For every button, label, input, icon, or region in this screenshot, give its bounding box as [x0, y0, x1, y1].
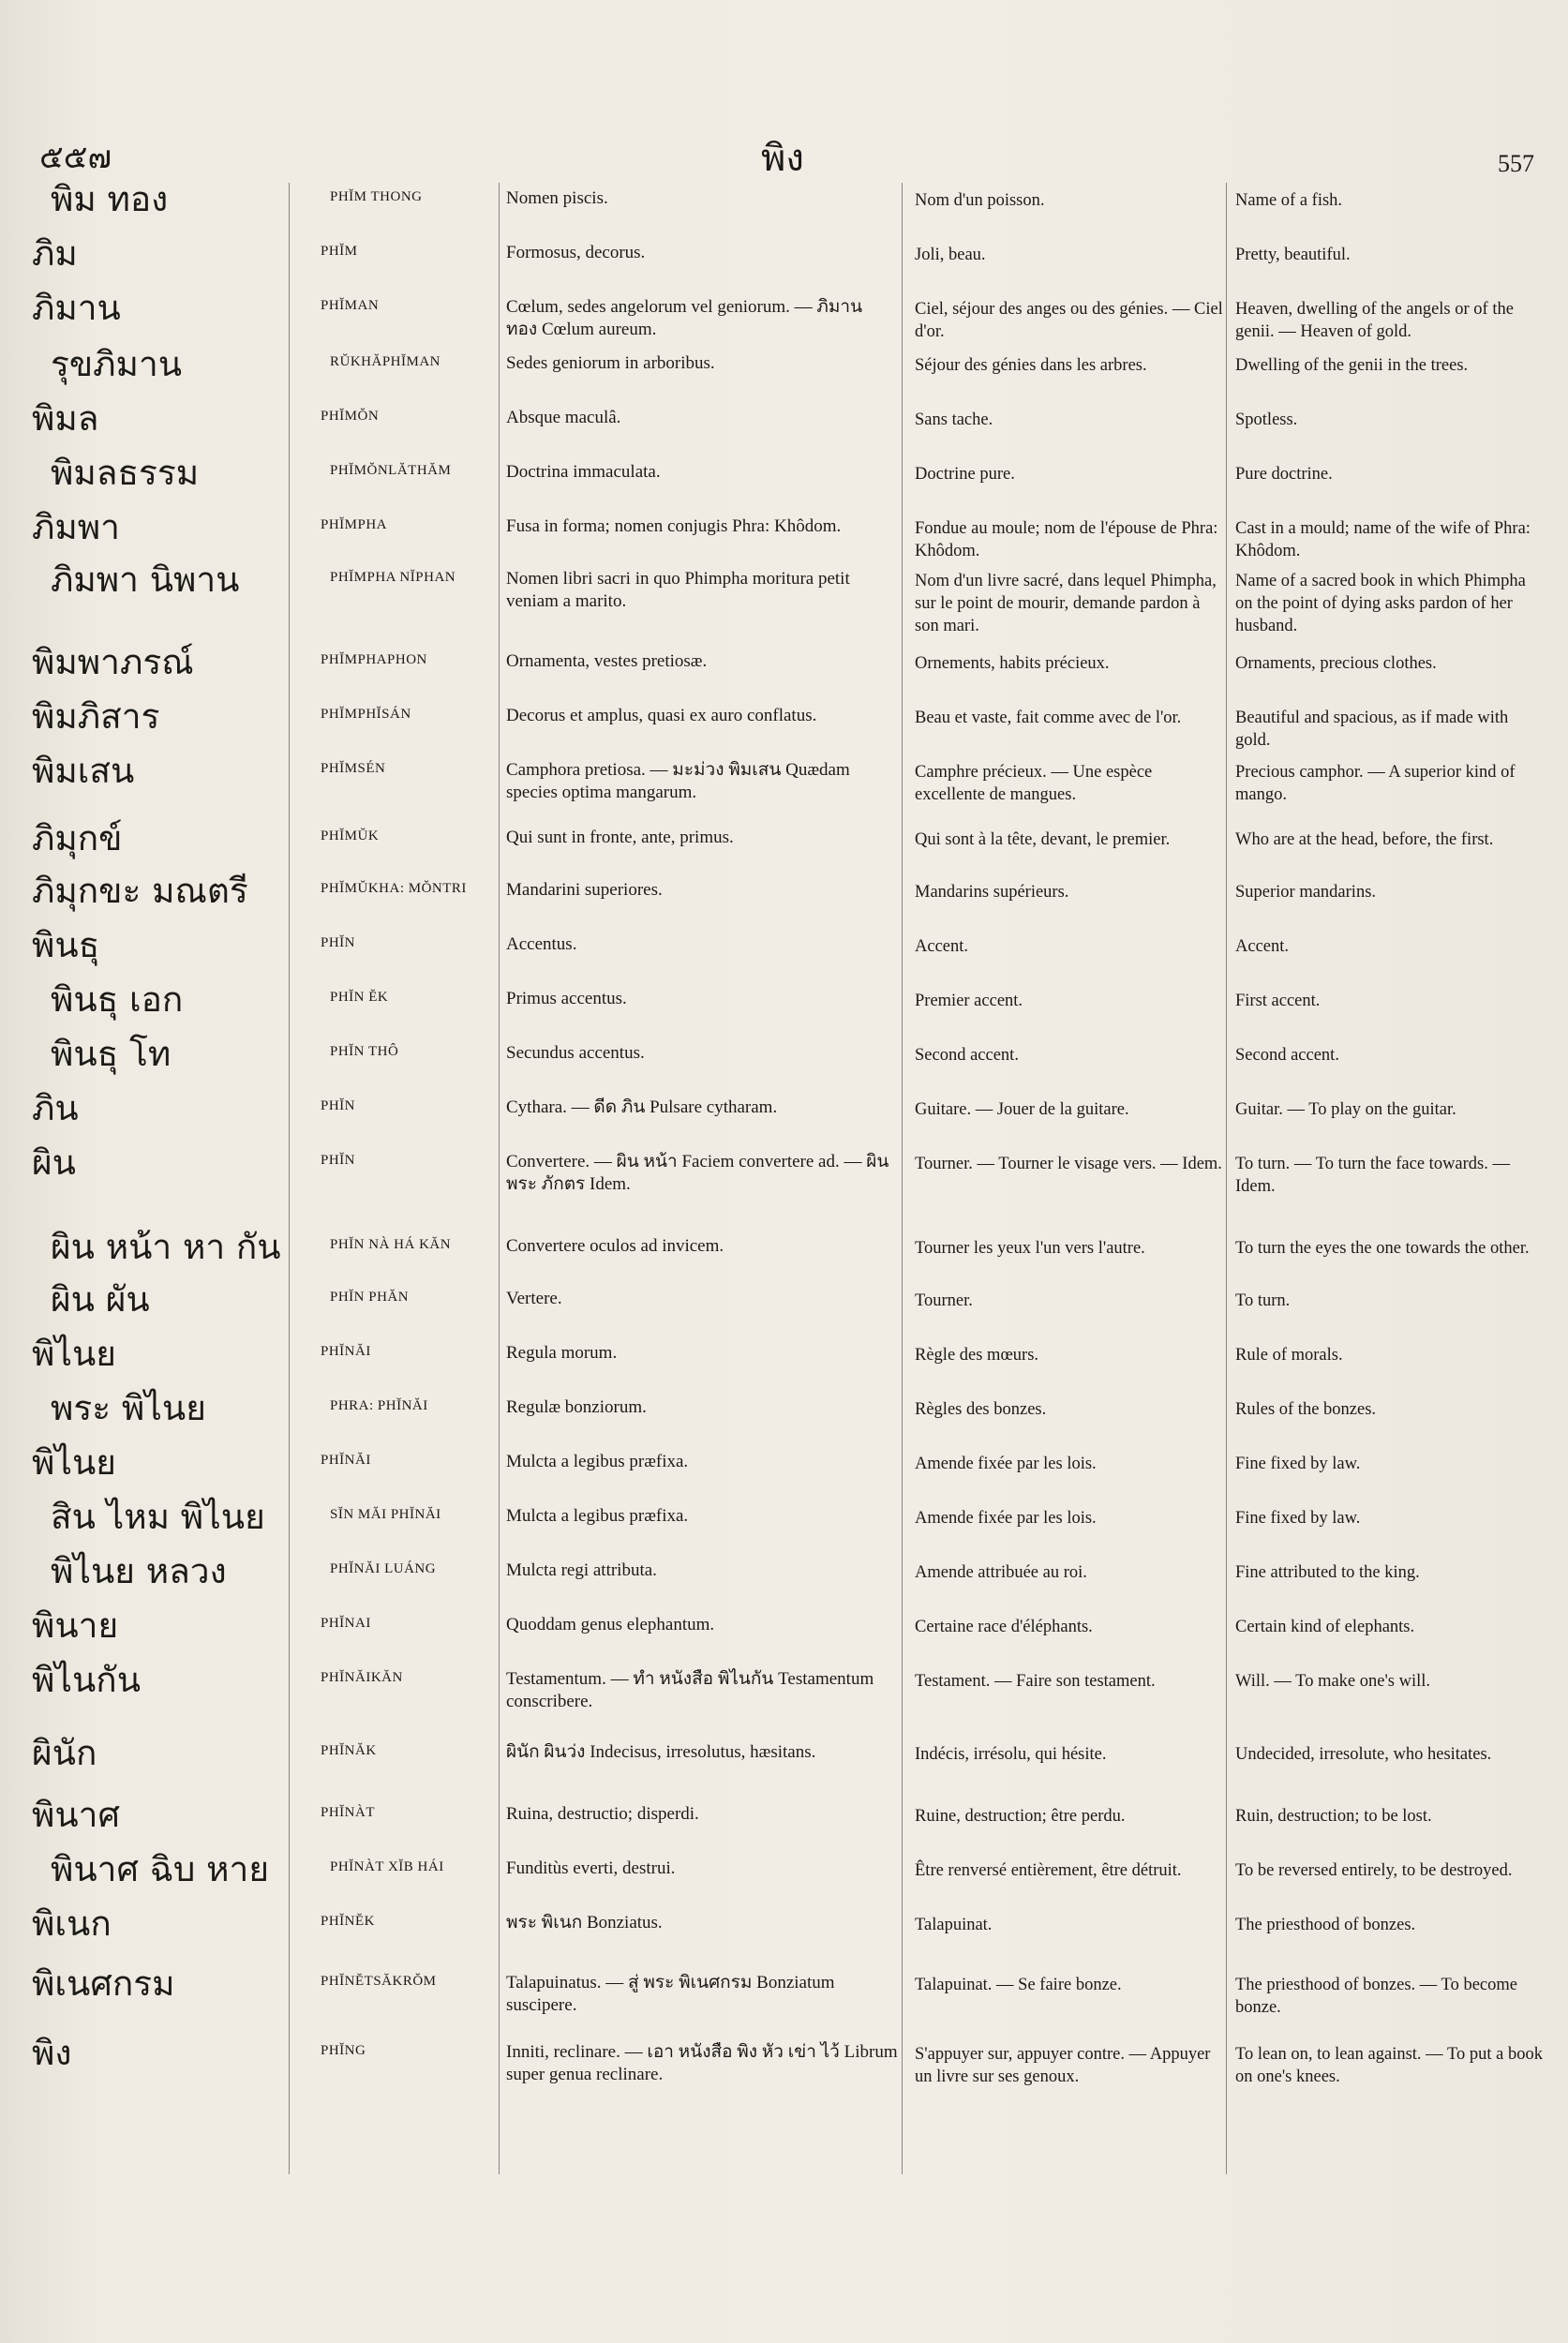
entry-row: [0, 1441, 1568, 1496]
latin-definition: Qui sunt in fronte, ante, primus.: [506, 828, 734, 847]
entry-row: [0, 1033, 1568, 1087]
latin-definition: Decorus et amplus, quasi ex auro conflatus.: [506, 706, 817, 725]
entry-row: [0, 1794, 1568, 1848]
romanization: PHĬNĂI LUÁNG: [330, 1561, 437, 1576]
french-definition: Nom d'un livre sacré, dans lequel Phimpha, sur le point de mourir, demande pardon à son mari.: [915, 572, 1217, 635]
thai-headword: พิเนก: [32, 1903, 112, 1944]
thai-headword: พินาย: [32, 1605, 119, 1646]
entry-row: [0, 1387, 1568, 1441]
english-definition: To turn. — To turn the face towards. — Idem.: [1235, 1155, 1511, 1196]
entry-row: [0, 1848, 1568, 1903]
latin-definition: Testamentum. — ทำ หนังสือ พิไนกัน Testamentum conscribere.: [506, 1669, 874, 1711]
latin-definition: Cœlum, sedes angelorum vel geniorum. — ภิมาน ทอง Cœlum aureum.: [506, 297, 863, 339]
entry-row: [0, 343, 1568, 397]
latin-definition: Vertere.: [506, 1289, 562, 1308]
entry-row: [0, 1278, 1568, 1333]
thai-headword: พินาศ: [32, 1795, 120, 1835]
french-definition: Tourner les yeux l'un vers l'autre.: [915, 1239, 1145, 1258]
latin-definition: Accentus.: [506, 934, 577, 954]
romanization: PHĬN ĔK: [330, 990, 389, 1005]
english-definition: Fine attributed to the king.: [1235, 1563, 1420, 1582]
latin-definition: Convertere. — ผิน หน้า Faciem convertere ad. — ผิน พระ ภักตร Idem.: [506, 1152, 889, 1194]
thai-headword: ภิมาน: [32, 288, 121, 328]
thai-headword: พิไนย: [32, 1442, 116, 1483]
thai-headword: รุขภิมาน: [51, 344, 183, 384]
latin-definition: Inniti, reclinare. — เอา หนังสือ พิง หัว เข่า ไว้ Librum super genua reclinare.: [506, 2042, 898, 2084]
romanization: PHĬMŬKHA: MŎNTRI: [321, 881, 467, 896]
latin-definition: Quoddam genus elephantum.: [506, 1615, 715, 1634]
french-definition: Second accent.: [915, 1046, 1019, 1065]
romanization: PHĬMŎNLĂTHĂM: [330, 463, 452, 478]
english-definition: Pure doctrine.: [1235, 465, 1333, 484]
thai-headword: ภิมุกข์: [32, 818, 123, 858]
latin-definition: Camphora pretiosa. — มะม่วง พิมเสน Quædam species optima mangarum.: [506, 760, 850, 802]
latin-definition: Nomen libri sacri in quo Phimpha moritura petit veniam a marito.: [506, 569, 850, 611]
french-definition: Guitare. — Jouer de la guitare.: [915, 1100, 1129, 1119]
english-definition: Spotless.: [1235, 410, 1298, 429]
thai-headword: ภิน: [32, 1088, 79, 1128]
romanization: PHĬNG: [321, 2043, 366, 2058]
romanization: PHĬM THONG: [330, 189, 423, 204]
thai-headword: สิน ไหม พิไนย: [51, 1497, 265, 1537]
entry-row: [0, 2032, 1568, 2107]
thai-headword: พิไนย หลวง: [51, 1551, 227, 1591]
entry-row: [0, 397, 1568, 452]
entry-row: [0, 452, 1568, 506]
romanization: PHĬMPHAPHON: [321, 652, 427, 667]
english-definition: Ornaments, precious clothes.: [1235, 654, 1437, 673]
english-definition: Rules of the bonzes.: [1235, 1400, 1377, 1419]
english-definition: Fine fixed by law.: [1235, 1509, 1361, 1528]
english-definition: Undecided, irresolute, who hesitates.: [1235, 1745, 1492, 1764]
french-definition: Nom d'un poisson.: [915, 191, 1045, 210]
latin-definition: Talapuinatus. — สู่ พระ พิเนศกรม Bonziatum suscipere.: [506, 1973, 835, 2015]
latin-definition: Ornamenta, vestes pretiosæ.: [506, 651, 708, 671]
english-definition: Rule of morals.: [1235, 1346, 1343, 1365]
english-definition: Precious camphor. — A superior kind of mango.: [1235, 763, 1516, 804]
english-definition: To be reversed entirely, to be destroyed.: [1235, 1861, 1513, 1880]
romanization: PHĬNÀT XĬB HÁI: [330, 1859, 444, 1874]
entry-row: [0, 1962, 1568, 2032]
entry-row: [0, 1087, 1568, 1142]
french-definition: Premier accent.: [915, 992, 1023, 1010]
thai-headword: พินาศ ฉิบ หาย: [51, 1849, 270, 1889]
english-definition: Beautiful and spacious, as if made with gold.: [1235, 709, 1509, 750]
entry-row: [0, 750, 1568, 817]
latin-definition: Mulcta a legibus præfixa.: [506, 1506, 689, 1526]
thai-headword: พิมลธรรม: [51, 453, 200, 493]
romanization: PHĬN: [321, 1098, 356, 1113]
french-definition: Être renversé entièrement, être détruit.: [915, 1861, 1182, 1880]
thai-headword: พิมพาภรณ์: [32, 642, 194, 682]
english-definition: Name of a fish.: [1235, 191, 1343, 210]
entry-row: [0, 817, 1568, 870]
entry-row: [0, 695, 1568, 750]
romanization: SĬN MĂI PHĬNĂI: [330, 1507, 441, 1522]
thai-headword: พินธุ เอก: [51, 979, 184, 1020]
romanization: PHĬMSÉN: [321, 761, 386, 776]
romanization: PHĬN NÀ HÁ KĂN: [330, 1237, 452, 1252]
romanization: PHĬMPHA NĬPHAN: [330, 570, 456, 585]
entry-row: [0, 1732, 1568, 1794]
french-definition: Qui sont à la tête, devant, le premier.: [915, 830, 1171, 849]
french-definition: Camphre précieux. — Une espèce excellente de mangues.: [915, 763, 1153, 804]
entry-row: [0, 1903, 1568, 1962]
entry-row: [0, 641, 1568, 695]
english-definition: Ruin, destruction; to be lost.: [1235, 1807, 1432, 1826]
english-definition: To turn.: [1235, 1291, 1291, 1310]
entry-row: [0, 1333, 1568, 1387]
english-definition: Will. — To make one's will.: [1235, 1672, 1431, 1691]
french-definition: Règle des mœurs.: [915, 1346, 1039, 1365]
entry-row: [0, 178, 1568, 232]
english-definition: To turn the eyes the one towards the other.: [1235, 1239, 1530, 1258]
romanization: PHĬNĂK: [321, 1743, 377, 1758]
entry-row: [0, 1550, 1568, 1604]
english-definition: Fine fixed by law.: [1235, 1455, 1361, 1473]
latin-definition: Mulcta a legibus præfixa.: [506, 1452, 689, 1471]
thai-headword: ผิน: [32, 1142, 76, 1183]
english-definition: Accent.: [1235, 937, 1290, 956]
latin-definition: พระ พิเนก Bonziatus.: [506, 1913, 663, 1933]
latin-definition: Mandarini superiores.: [506, 880, 663, 900]
english-definition: Certain kind of elephants.: [1235, 1618, 1415, 1636]
latin-definition: Primus accentus.: [506, 989, 627, 1008]
french-definition: Tourner. — Tourner le visage vers. — Idem.: [915, 1155, 1222, 1173]
romanization: PHĬMPHA: [321, 517, 388, 532]
romanization: PHRA: PHĬNĂI: [330, 1398, 428, 1413]
entry-row: [0, 232, 1568, 287]
english-definition: The priesthood of bonzes. — To become bonze.: [1235, 1976, 1517, 2017]
entry-row: [0, 559, 1568, 641]
romanization: PHĬNĂI: [321, 1453, 371, 1468]
english-definition: Who are at the head, before, the first.: [1235, 830, 1494, 849]
romanization: PHĬN: [321, 935, 356, 950]
english-definition: The priesthood of bonzes.: [1235, 1916, 1416, 1934]
latin-definition: Ruina, destructio; disperdi.: [506, 1804, 699, 1824]
latin-definition: Sedes geniorum in arboribus.: [506, 353, 715, 373]
romanization: PHĬN: [321, 1153, 356, 1168]
french-definition: Règles des bonzes.: [915, 1400, 1047, 1419]
thai-headword: ภิมุกขะ มณตรี: [32, 871, 248, 911]
running-headword: พิง: [761, 137, 804, 180]
entry-row: [0, 506, 1568, 559]
thai-headword: ผิน หน้า หา กัน: [51, 1227, 281, 1267]
thai-headword: ภิมพา นิพาน: [51, 560, 240, 600]
french-definition: Mandarins supérieurs.: [915, 883, 1069, 902]
romanization: PHĬNĔTSĂKRŎM: [321, 1974, 437, 1989]
latin-definition: Regulæ bonziorum.: [506, 1397, 647, 1417]
english-definition: Heaven, dwelling of the angels or of the genii. — Heaven of gold.: [1235, 300, 1514, 341]
thai-headword: ผินัก: [32, 1733, 97, 1773]
french-definition: Certaine race d'éléphants.: [915, 1618, 1093, 1636]
romanization: PHĬMŎN: [321, 409, 380, 424]
thai-headword: พิมภิสาร: [32, 696, 160, 737]
latin-definition: Fusa in forma; nomen conjugis Phra: Khôdom.: [506, 516, 842, 536]
romanization: PHĬNAI: [321, 1616, 371, 1631]
french-definition: Amende fixée par les lois.: [915, 1509, 1097, 1528]
latin-definition: Cythara. — ดีด ภิน Pulsare cytharam.: [506, 1097, 778, 1117]
thai-headword: ผิน ผัน: [51, 1279, 150, 1320]
romanization: PHĬNĔK: [321, 1914, 375, 1929]
latin-definition: Funditùs everti, destrui.: [506, 1858, 676, 1878]
entry-row: [0, 1142, 1568, 1226]
thai-headword: พินธุ: [32, 925, 100, 965]
romanization: PHĬNĂIKĂN: [321, 1670, 403, 1685]
romanization: PHĬNĂI: [321, 1344, 371, 1359]
french-definition: Amende fixée par les lois.: [915, 1455, 1097, 1473]
thai-headword: พิง: [32, 2033, 72, 2073]
thai-headword: พิม ทอง: [51, 179, 169, 219]
french-definition: Ornements, habits précieux.: [915, 654, 1110, 673]
latin-definition: Convertere oculos ad invicem.: [506, 1236, 724, 1256]
romanization: PHĬMŬK: [321, 828, 380, 843]
latin-definition: Nomen piscis.: [506, 188, 608, 208]
entry-row: [0, 870, 1568, 924]
french-definition: Tourner.: [915, 1291, 973, 1310]
thai-headword: ภิมพา: [32, 507, 120, 547]
entry-list: [0, 178, 1568, 2107]
entry-row: [0, 1226, 1568, 1278]
entry-row: [0, 287, 1568, 343]
romanization: PHĬMAN: [321, 298, 380, 313]
french-definition: Accent.: [915, 937, 969, 956]
latin-definition: Mulcta regi attributa.: [506, 1560, 657, 1580]
thai-headword: ภิม: [32, 233, 78, 274]
english-definition: Second accent.: [1235, 1046, 1339, 1065]
romanization: PHĬN THÔ: [330, 1044, 399, 1059]
entry-row: [0, 1496, 1568, 1550]
thai-headword: พินธุ โท: [51, 1034, 172, 1074]
thai-headword: พระ พิไนย: [51, 1388, 206, 1428]
french-definition: Talapuinat.: [915, 1916, 993, 1934]
french-definition: Joli, beau.: [915, 246, 986, 264]
french-definition: Ruine, destruction; être perdu.: [915, 1807, 1126, 1826]
english-definition: Superior mandarins.: [1235, 883, 1377, 902]
romanization: PHĬM: [321, 244, 358, 259]
romanization: PHĬNÀT: [321, 1805, 375, 1820]
thai-headword: พิมล: [32, 398, 99, 439]
thai-headword: พิมเสน: [32, 751, 135, 791]
english-definition: First accent.: [1235, 992, 1321, 1010]
french-definition: Indécis, irrésolu, qui hésite.: [915, 1745, 1107, 1764]
thai-headword: พิไนกัน: [32, 1660, 141, 1700]
french-definition: Doctrine pure.: [915, 465, 1015, 484]
latin-definition: Regula morum.: [506, 1343, 618, 1363]
french-definition: Fondue au moule; nom de l'épouse de Phra: Khôdom.: [915, 519, 1218, 560]
page-number: 557: [1498, 150, 1534, 177]
thai-headword: พิเนศกรม: [32, 1963, 175, 2004]
english-definition: Cast in a mould; name of the wife of Phra: Khôdom.: [1235, 519, 1531, 560]
entry-row: [0, 978, 1568, 1033]
french-definition: Séjour des génies dans les arbres.: [915, 356, 1147, 375]
latin-definition: ผินัก ผินว่ง Indecisus, irresolutus, hæsitans.: [506, 1742, 816, 1762]
english-definition: Guitar. — To play on the guitar.: [1235, 1100, 1456, 1119]
thai-headword: พิไนย: [32, 1334, 116, 1374]
french-definition: Beau et vaste, fait comme avec de l'or.: [915, 709, 1182, 727]
page-number-thai: ๕๕๗: [39, 139, 112, 176]
latin-definition: Secundus accentus.: [506, 1043, 645, 1063]
entry-row: [0, 1604, 1568, 1659]
english-definition: Dwelling of the genii in the trees.: [1235, 356, 1469, 375]
entry-row: [0, 1659, 1568, 1732]
latin-definition: Doctrina immaculata.: [506, 462, 661, 482]
romanization: PHĬN PHĂN: [330, 1290, 410, 1305]
english-definition: Name of a sacred book in which Phimpha on the point of dying asks pardon of her husband.: [1235, 572, 1526, 635]
french-definition: S'appuyer sur, appuyer contre. — Appuyer un livre sur ses genoux.: [915, 2045, 1211, 2086]
romanization: PHĬMPHĬSÁN: [321, 707, 411, 722]
romanization: RŬKHĂPHĬMAN: [330, 354, 441, 369]
english-definition: Pretty, beautiful.: [1235, 246, 1351, 264]
french-definition: Amende attribuée au roi.: [915, 1563, 1087, 1582]
french-definition: Talapuinat. — Se faire bonze.: [915, 1976, 1122, 1994]
latin-definition: Absque maculâ.: [506, 408, 621, 427]
english-definition: To lean on, to lean against. — To put a book on one's knees.: [1235, 2045, 1543, 2086]
french-definition: Sans tache.: [915, 410, 993, 429]
french-definition: Ciel, séjour des anges ou des génies. — Ciel d'or.: [915, 300, 1223, 341]
french-definition: Testament. — Faire son testament.: [915, 1672, 1156, 1691]
latin-definition: Formosus, decorus.: [506, 243, 646, 262]
entry-row: [0, 924, 1568, 978]
